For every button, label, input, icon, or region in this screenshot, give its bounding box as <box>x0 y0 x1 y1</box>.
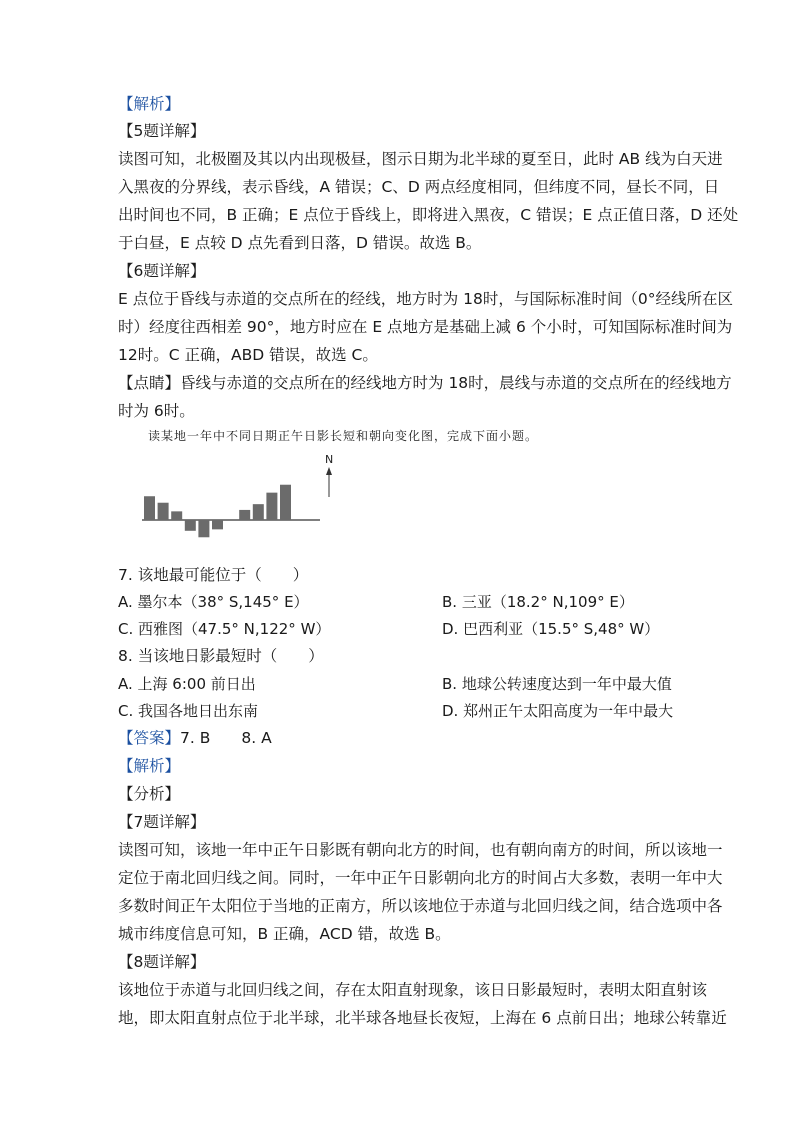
q8-option-a: A. 上海 6:00 前日出 <box>118 675 256 693</box>
q8-option-b: B. 地球公转速度达到一年中最大值 <box>442 675 672 693</box>
shadow-bar-9 <box>253 504 264 520</box>
shadow-bar-5 <box>198 520 209 537</box>
shadow-bar-3 <box>171 511 182 520</box>
q8-line-2: 地，即太阳直射点位于北半球，北半球各地昼长夜短，上海在 6 点前日出；地球公转靠近 <box>118 1009 727 1027</box>
q7-option-d: D. 巴西利亚（15.5° S,48° W） <box>442 620 660 638</box>
q7-stem: 7. 该地最可能位于（ ） <box>118 566 309 584</box>
shadow-bar-11 <box>280 485 291 520</box>
dianjing-text-1: 昏线与赤道的交点所在的经线地方时为 18时，晨线与赤道的交点所在的经线地方 <box>180 374 732 392</box>
q7-heading: 【7题详解】 <box>118 813 206 831</box>
q7-option-b: B. 三亚（18.2° N,109° E） <box>442 593 634 611</box>
jiexi-heading: 【解析】 <box>118 95 181 113</box>
figure-caption: 读某地一年中不同日期正午日影长短和朝向变化图，完成下面小题。 <box>148 429 539 443</box>
dianjing-line-2: 时为 6时。 <box>118 402 195 420</box>
q7-line-2: 定位于南北回归线之间。同时，一年中正午日影朝向北方的时间占大多数，表明一年中大 <box>118 869 723 887</box>
shadow-bar-10 <box>266 493 277 520</box>
q5-line-4: 于白昼，E 点较 D 点先看到日落，D 错误。故选 B。 <box>118 234 482 252</box>
q5-line-2: 入黑夜的分界线，表示昏线，A 错误；C、D 两点经度相同，但纬度不同，昼长不同，日 <box>118 178 720 196</box>
dianjing-line-1 <box>118 373 732 393</box>
shadow-bar-6 <box>212 520 223 529</box>
q8-option-c: C. 我国各地日出东南 <box>118 702 259 720</box>
q5-line-1: 读图可知，北极圈及其以内出现极昼，图示日期为北半球的夏至日，此时 AB 线为白天进 <box>118 150 723 168</box>
q6-line-1: E 点位于昏线与赤道的交点所在的经线，地方时为 18时，与国际标准时间（0°经线所在区 <box>118 290 733 308</box>
shadow-bar-2 <box>158 503 169 520</box>
north-label: N <box>325 453 334 466</box>
q6-line-3: 12时。C 正确，ABD 错误，故选 C。 <box>118 346 378 364</box>
q7-line-4: 城市纬度信息可知，B 正确，ACD 错，故选 B。 <box>118 925 451 943</box>
answer-tag: 【答案】 <box>118 729 181 747</box>
q8-stem: 8. 当该地日影最短时（ ） <box>118 647 324 665</box>
q8-heading: 【8题详解】 <box>118 953 206 971</box>
q6-heading: 【6题详解】 <box>118 262 206 280</box>
answer-text: 7. B 8. A <box>180 729 272 747</box>
q8-line-1: 该地位于赤道与北回归线之间，存在太阳直射现象，该日日影最短时，表明太阳直射该 <box>118 981 708 999</box>
q6-line-2: 时）经度往西相差 90°，地方时应在 E 点地方是基础上减 6 个小时，可知国际标准时间为 <box>118 318 733 336</box>
shadow-bar-8 <box>239 510 250 520</box>
q5-line-3: 出时间也不同，B 正确；E 点位于昏线上，即将进入黑夜，C 错误；E 点正值日落，D 还处 <box>118 206 739 224</box>
q8-option-d: D. 郑州正午太阳高度为一年中最大 <box>442 702 674 720</box>
dianjing-tag: 【点睛】 <box>118 374 181 392</box>
q7-option-c: C. 西雅图（47.5° N,122° W） <box>118 620 331 638</box>
q7-option-a: A. 墨尔本（38° S,145° E） <box>118 593 309 611</box>
shadow-bar-1 <box>144 496 155 520</box>
north-arrow-icon <box>326 467 332 475</box>
shadow-chart <box>142 451 342 551</box>
q7-line-3: 多数时间正午太阳位于当地的正南方，所以该地位于赤道与北回归线之间，结合选项中各 <box>118 897 723 915</box>
jiexi-heading-2: 【解析】 <box>118 757 181 775</box>
answer-line <box>118 728 272 748</box>
shadow-bar-4 <box>185 520 196 531</box>
fenxi-heading: 【分析】 <box>118 785 181 803</box>
q7-line-1: 读图可知，该地一年中正午日影既有朝向北方的时间，也有朝向南方的时间，所以该地一 <box>118 841 723 859</box>
q5-heading: 【5题详解】 <box>118 122 206 140</box>
